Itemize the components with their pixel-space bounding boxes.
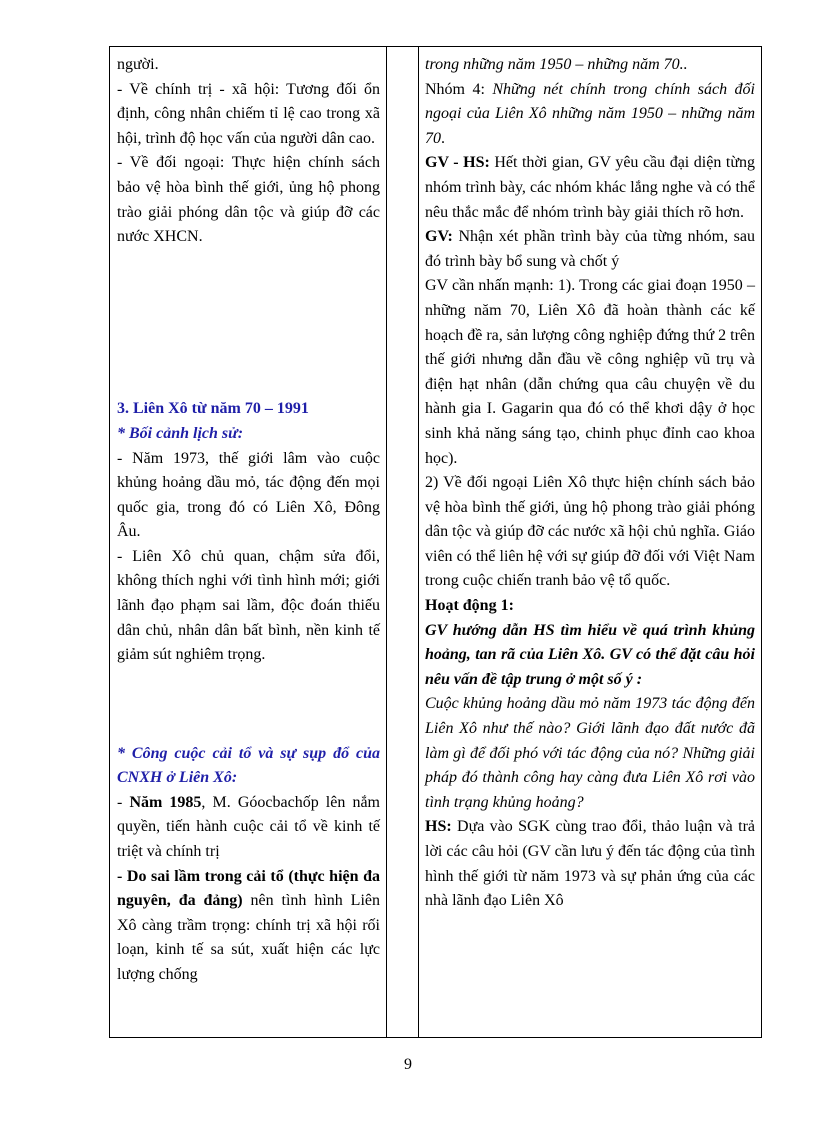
left-text-5: - Liên Xô chủ quan, chậm sửa đổi, không thích nghi với tình hình mới; giới lãnh đạo phạm sai lầm, độc đoán thiếu dân chủ, nhân dân bất bình, nền kinh tế giảm sút nghiêm trọng. xyxy=(117,547,380,664)
page-number: 9 xyxy=(404,1056,412,1073)
content-column xyxy=(110,47,387,1037)
section-3-title: 3. Liên Xô từ năm 70 – 1991 xyxy=(117,400,309,418)
right-text-5: GV cần nhấn mạnh: 1). Trong các giai đoạn 1950 – những năm 70, Liên Xô đã hoàn thành các kế hoạch đề ra, sản lượng công nghiệp đứng thứ 2 trên thế giới nhưng dẫn đầu về công nghiệp vũ trụ và điện hạt nhân (dẫn chứng qua câu chuyện về du hành gia I. Gagarin qua đó có thể khơi dậy ở học sinh khả năng sáng tạo, chinh phục đỉnh cao khoa học). xyxy=(425,277,755,467)
context-heading: * Bối cảnh lịch sử: xyxy=(117,424,244,442)
right-text-4: GV: Nhận xét phần trình bày của từng nhóm, sau đó trình bày bổ sung và chốt ý xyxy=(425,228,755,270)
left-text-1: người. xyxy=(117,56,159,73)
left-text-4: - Năm 1973, thế giới lâm vào cuộc khủng hoảng dầu mỏ, tác động đến mọi quốc gia, trong đó có Liên Xô, Đông Âu. xyxy=(117,449,380,541)
spacer-column xyxy=(387,47,419,1037)
left-text-7: - Do sai lầm trong cải tổ (thực hiện đa nguyên, đa đảng) nên tình hình Liên Xô càng trầm trọng: chính trị xã hội rối loạn, kinh tế sa sút, xuất hiện các lực lượng chống xyxy=(117,867,380,983)
right-text-8: GV hướng dẫn HS tìm hiểu về quá trình khủng hoảng, tan rã của Liên Xô. GV có thể đặt câu hỏi nêu vấn đề tập trung ở một số ý : xyxy=(425,621,755,688)
left-text-2: - Về chính trị - xã hội: Tương đối ổn định, công nhân chiếm tỉ lệ cao trong xã hội, trình độ học vấn của người dân cao. xyxy=(117,80,380,147)
right-text-1: trong những năm 1950 – những năm 70.. xyxy=(425,56,688,73)
activity-column xyxy=(419,47,761,1037)
right-text-10: HS: Dựa vào SGK cùng trao đổi, thảo luận và trả lời các câu hỏi (GV cần lưu ý đến tác động của tình hình thế giới từ năm 1973 và sự phản ứng của các nhà lãnh đạo Liên Xô xyxy=(425,818,755,910)
left-text-6: - Năm 1985, M. Góocbachốp lên nắm quyền, tiến hành cuộc cải tổ về kinh tế triệt và chính trị xyxy=(117,793,380,860)
activity-heading: Hoạt động 1: xyxy=(425,597,514,615)
lesson-table xyxy=(109,46,762,1038)
right-text-2: Nhóm 4: Những nét chính trong chính sách đối ngoại của Liên Xô những năm 1950 – những năm 70. xyxy=(425,80,755,147)
reform-heading: * Công cuộc cải tổ và sự sụp đổ của CNXH ở Liên Xô: xyxy=(117,744,380,787)
right-text-3: GV - HS: Hết thời gian, GV yêu cầu đại diện từng nhóm trình bày, các nhóm khác lắng nghe và có thể nêu thắc mắc để nhóm trình bày giải thích rõ hơn. xyxy=(425,154,755,221)
left-text-3: - Về đối ngoại: Thực hiện chính sách bảo vệ hòa bình thế giới, ủng hộ phong trào giải phóng dân tộc và giúp đỡ các nước XHCN. xyxy=(117,154,380,246)
right-text-9: Cuộc khủng hoảng dầu mỏ năm 1973 tác động đến Liên Xô như thế nào? Giới lãnh đạo đất nước đã làm gì để đối phó với tác động của nó? Những giải pháp đó thành công hay càng đưa Liên Xô rơi vào tình trạng khủng hoảng? xyxy=(425,695,755,811)
right-text-6: 2) Về đối ngoại Liên Xô thực hiện chính sách bảo vệ hòa bình thế giới, ủng hộ phong trào giải phóng dân tộc và giúp đỡ các nước xã hội chủ nghĩa. Giáo viên có thể liên hệ với sự giúp đỡ đối với Việt Nam trong cuộc chiến tranh bảo vệ tổ quốc. xyxy=(425,474,755,590)
